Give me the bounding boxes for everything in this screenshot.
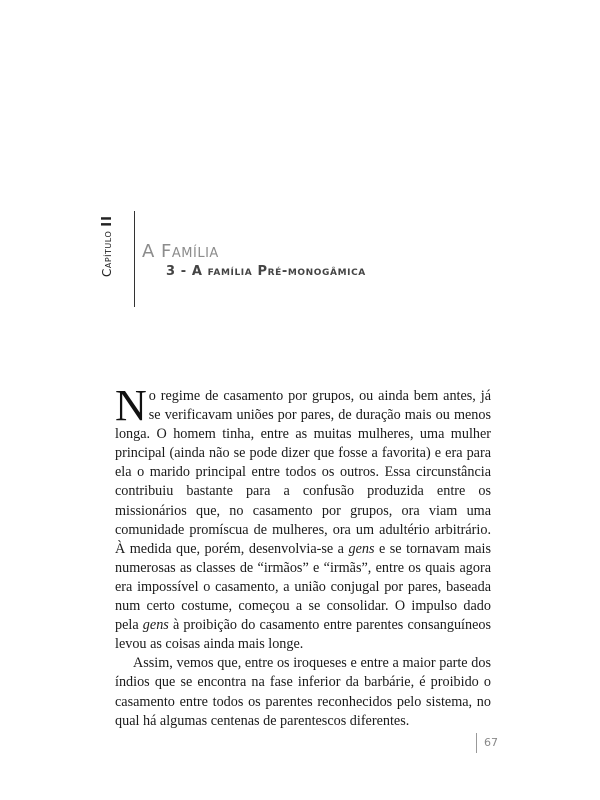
italic-term-gens: gens [142, 617, 169, 634]
italic-term-gens: gens [348, 540, 375, 557]
paragraph-1-text-b: e se tornavam mais numerosas as classes de “irmãos” e “irmãs”, entre os quais agora era impossível o casamento, a união conjugal por pares, baseada num certo costume, começou a se consolidar. O impulso dado pela [115, 540, 491, 634]
chapter-side-label [100, 215, 115, 277]
chapter-number: II [100, 215, 115, 227]
chapter-title: A Família [142, 241, 219, 262]
paragraph-1-text-c: à proibição do casamento entre parentes consanguíneos levou as coisas ainda mais longe. [115, 617, 491, 653]
paragraph-1 [115, 381, 491, 654]
paragraph-1-text-a: o regime de casamento por grupos, ou ainda bem antes, já se verificavam uniões por pares, de duração mais ou menos longa. O homem tinha, entre as muitas mulheres, uma mulher principal (ainda não se pode dizer que fosse a favorita) e era para ela o marido principal entre todos os outros. Essa circunstância contribuiu bastante para a confusão produzida entre os missionários que, no casamento por grupos, ora viam uma comunidade promíscua de mulheres, ora um adultério arbitrário. À medida que, porém, desenvolvia-se a [115, 388, 491, 557]
chapter-heading [100, 203, 438, 311]
page-number: 67 [484, 736, 498, 749]
chapter-vertical-rule [134, 211, 135, 307]
drop-cap: N [115, 381, 147, 430]
body-text [115, 381, 491, 731]
section-subtitle: 3 - A família Pré-monogâmica [166, 264, 366, 279]
paragraph-2: Assim, vemos que, entre os iroqueses e entre a maior parte dos índios que se encontra na fase inferior da barbárie, é proibido o casamento entre todos os parentes reconhecidos pelo sistema, no qual há algumas centenas de parentescos diferentes. [115, 655, 491, 729]
page-number-rule [476, 733, 477, 753]
chapter-label: Capítulo [100, 230, 114, 277]
